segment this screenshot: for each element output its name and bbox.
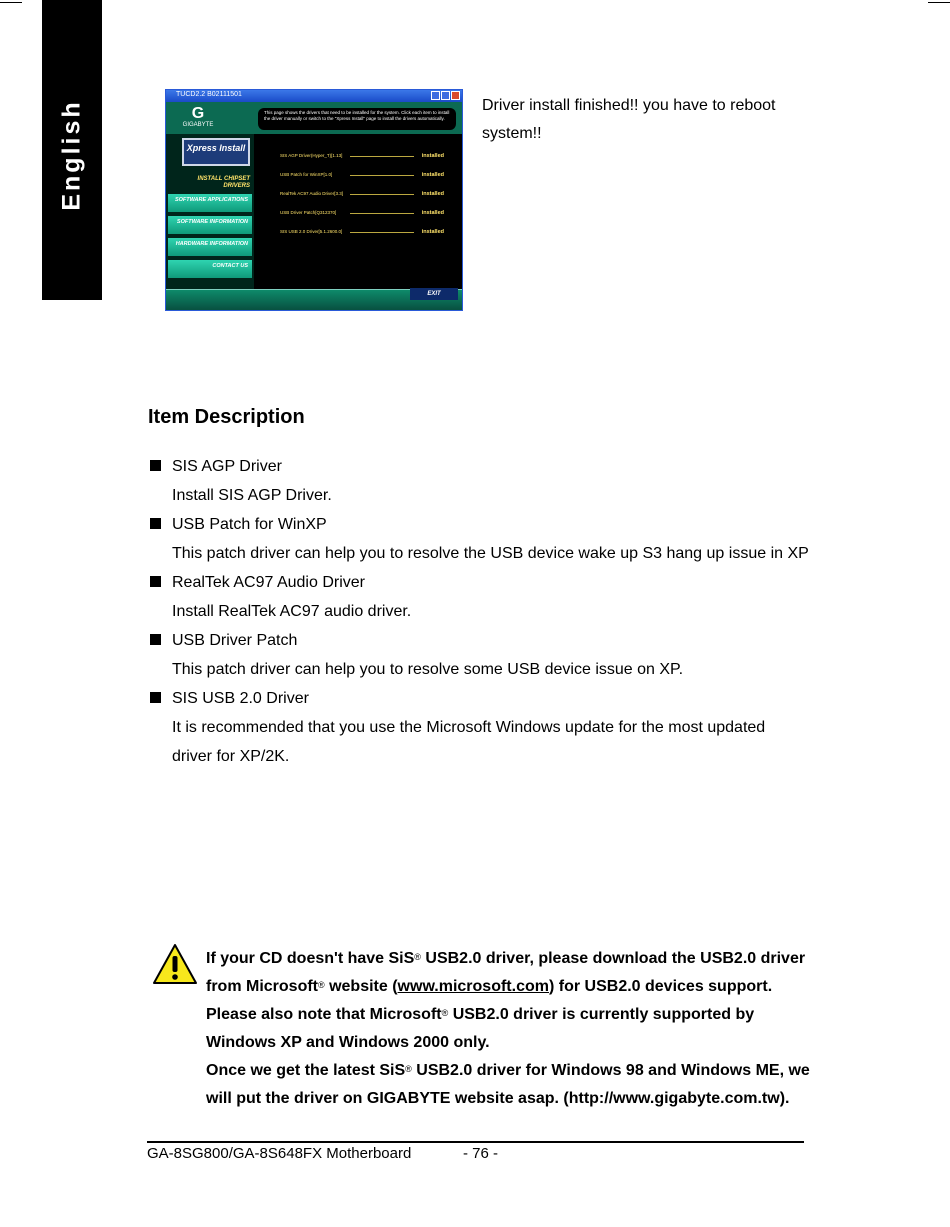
close-icon [451,91,460,100]
footer-model: GA-8SG800/GA-8S648FX Motherboard [147,1145,412,1162]
installer-message: This page shows the drivers that need to be installed for the system. Click each item to install the driver manually or switch to the "Xpress Install" page to install the drivers automatically. [258,108,456,130]
list-item-desc: This patch driver can help you to resolve the USB device wake up S3 hang up issue in XP [172,545,809,562]
window-titlebar [166,90,462,102]
square-bullet-icon [150,576,161,587]
driver-name: USB Driver Patch[Q312370] [280,210,337,215]
square-bullet-icon [150,518,161,529]
brand-label: GIGABYTE [182,122,214,128]
list-item-desc: This patch driver can help you to resolve some USB device issue on XP. [172,661,684,678]
installer-screenshot [165,89,463,311]
driver-name: USB Patch for WinXP[1.0] [280,172,333,177]
driver-status: installed [421,172,444,178]
driver-name: SIS USB 2.0 Driver[5.1.2600.0] [280,229,343,234]
list-item-title: USB Driver Patch [148,626,828,655]
driver-row [280,191,444,199]
driver-row [280,210,444,218]
list-item-desc: Install RealTek AC97 audio driver. [172,603,412,620]
list-item-title: SIS AGP Driver [148,452,828,481]
nav-install-chipset-drivers: INSTALL CHIPSET DRIVERS [197,176,250,189]
warning-text: If your CD doesn't have SiS® USB2.0 driver, please download the USB2.0 driver from Microsoft® website (www.microsoft.com) for USB2.0 devices support. Please also note that Microsoft® USB2.0 driver is currently supported by Windows XP and Windows 2000 only. Once we get the latest SiS® USB2.0 driver for Windows 98 and Windows ME, we will put the driver on GIGABYTE website asap. (http://www.gigabyte.com.tw). [206,950,810,1107]
list-item-title: USB Patch for WinXP [148,510,828,539]
language-side-tab [42,0,102,300]
crop-mark-right [928,2,950,3]
list-item-title: SIS USB 2.0 Driver [148,684,828,713]
square-bullet-icon [150,634,161,645]
driver-row [280,153,444,161]
nav-software-information: SOFTWARE INFORMATION [168,216,252,234]
leader-line [350,232,414,233]
reboot-note: Driver install finished!! you have to reboot system!! [482,97,776,142]
section-heading: Item Description [148,406,305,428]
nav-software-applications: SOFTWARE APPLICATIONS [168,194,252,212]
driver-name: RealTek AC97 Audio Driver[3.3] [280,191,344,196]
xpress-install-button: Xpress Install [182,138,250,166]
window-title: TUCD2.2 B02111501 [176,91,242,98]
nav-contact-us: CONTACT US [168,260,252,278]
nav-hardware-information: HARDWARE INFORMATION [168,238,252,256]
list-item-desc: Install SIS AGP Driver. [172,487,332,504]
driver-status: installed [421,229,444,235]
language-label: English [57,99,86,211]
list-item-desc: It is recommended that you use the Microsoft Windows update for the most updated driver for XP/2K. [172,719,766,765]
gigabyte-logo: G GIGABYTE [180,106,216,132]
driver-status: installed [421,191,444,197]
driver-row [280,172,444,180]
footer-rule [147,1141,804,1143]
leader-line [350,213,414,214]
microsoft-link[interactable]: www.microsoft.com [397,978,549,995]
leader-line [350,156,414,157]
driver-status: installed [421,153,444,159]
driver-row [280,229,444,237]
exit-button: EXIT [410,288,458,300]
maximize-icon [441,91,450,100]
square-bullet-icon [150,460,161,471]
item-description-list [148,452,828,771]
list-item-title: RealTek AC97 Audio Driver [148,568,828,597]
warning-icon [152,943,198,985]
minimize-icon [431,91,440,100]
page-number: - 76 - [463,1145,499,1162]
leader-line [350,194,414,195]
crop-mark-left [0,2,22,3]
driver-status: installed [421,210,444,216]
leader-line [350,175,414,176]
square-bullet-icon [150,692,161,703]
driver-name: SIS AGP Driver(Hyper_T)[1.13] [280,153,343,158]
